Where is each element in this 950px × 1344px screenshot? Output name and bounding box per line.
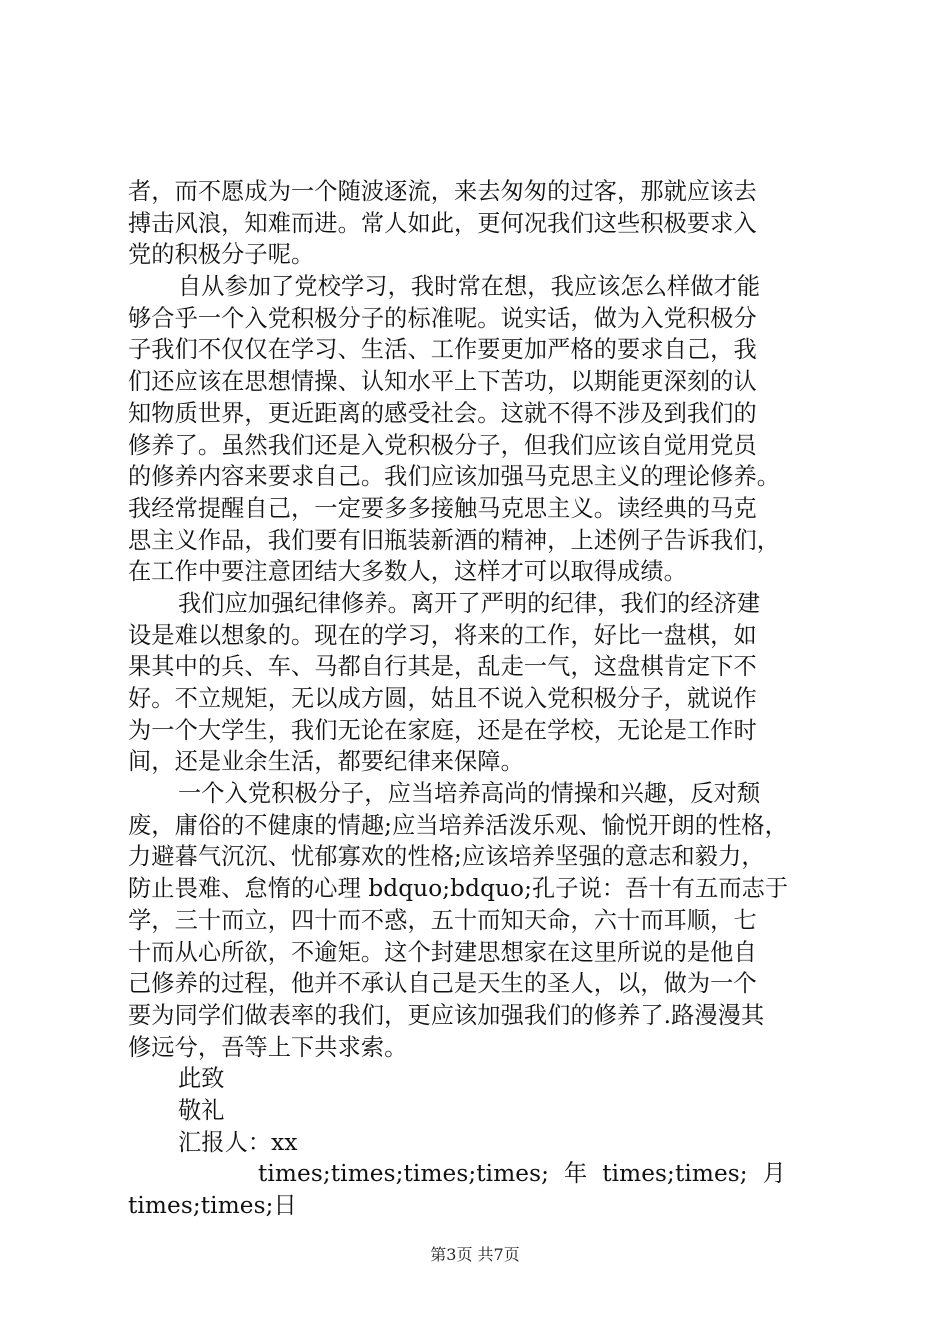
date-line-continued: times;times;日	[128, 1192, 297, 1219]
text-line: 十而从心所欲，不逾矩。这个封建思想家在这里所说的是他自	[128, 938, 757, 966]
text-line: 够合乎一个入党积极分子的标准呢。说实话，做为入党积极分	[128, 304, 757, 332]
text-line: 修远兮，吾等上下共求索。	[128, 1033, 408, 1061]
closing-salutation: 此致	[178, 1065, 225, 1093]
text-line: 们还应该在思想情操、认知水平上下苦功，以期能更深刻的认	[128, 368, 757, 396]
date-line: times;times;times;times; 年 times;times; 月	[258, 1160, 786, 1188]
text-line: 搏击风浪，知难而进。常人如此，更何况我们这些积极要求入	[128, 209, 757, 237]
text-line: 子我们不仅仅在学习、生活、工作要更加严格的要求自己，我	[128, 336, 757, 364]
text-line: 在工作中要注意团结大多数人，这样才可以取得成绩。	[128, 558, 687, 586]
reporter-line: 汇报人：xx	[178, 1128, 298, 1156]
text-line: 好。不立规矩，无以成方圆，姑且不说入党积极分子，就说作	[128, 685, 757, 712]
paragraph-start-line: 一个入党积极分子，应当培养高尚的情操和兴趣，反对颓	[178, 780, 761, 808]
text-line: 修养了。虽然我们还是入党积极分子，但我们应该自觉用党员	[128, 431, 757, 459]
text-line: 者，而不愿成为一个随波逐流，来去匆匆的过客，那就应该去	[128, 178, 757, 205]
text-line: 知物质世界，更近距离的感受社会。这就不得不涉及到我们的	[128, 399, 757, 427]
closing-regards: 敬礼	[178, 1096, 225, 1124]
text-line: 的修养内容来要求自己。我们应该加强马克思主义的理论修养。	[128, 463, 781, 491]
paragraph-start-line: 自从参加了党校学习，我时常在想，我应该怎么样做才能	[178, 273, 761, 301]
text-line: 要为同学们做表率的我们，更应该加强我们的修养了.路漫漫其	[128, 1001, 765, 1029]
text-line: 间，还是业余生活，都要纪律来保障。	[128, 748, 524, 776]
text-line: 我经常提醒自己，一定要多多接触马克思主义。读经典的马克	[128, 494, 757, 522]
page-footer	[0, 1242, 950, 1265]
text-line: 己修养的过程，他并不承认自己是天生的圣人，以，做为一个	[128, 970, 757, 998]
text-line: 为一个大学生，我们无论在家庭，还是在学校，无论是工作时	[128, 716, 757, 744]
text-line: 思主义作品，我们要有旧瓶装新酒的精神，上述例子告诉我们，	[128, 526, 781, 554]
text-line: 防止畏难、怠惰的心理 bdquo;bdquo;孔子说：吾十有五而志于	[128, 875, 789, 903]
text-line: 学，三十而立，四十而不惑，五十而知天命，六十而耳顺，七	[128, 906, 757, 934]
paragraph-start-line: 我们应加强纪律修养。离开了严明的纪律，我们的经济建	[178, 589, 761, 617]
text-line: 废，庸俗的不健康的情趣;应当培养活泼乐观、愉悦开朗的性格，	[128, 811, 788, 839]
text-line: 力避暮气沉沉、忧郁寡欢的性格;应该培养坚强的意志和毅力，	[128, 843, 765, 871]
text-line: 果其中的兵、车、马都自行其是，乱走一气，这盘棋肯定下不	[128, 653, 757, 681]
page-number: 第3页 共7页	[430, 1245, 520, 1264]
text-line: 党的积极分子呢。	[128, 241, 315, 269]
document-body	[128, 176, 830, 1222]
text-line: 设是难以想象的。现在的学习，将来的工作，好比一盘棋，如	[128, 621, 757, 649]
